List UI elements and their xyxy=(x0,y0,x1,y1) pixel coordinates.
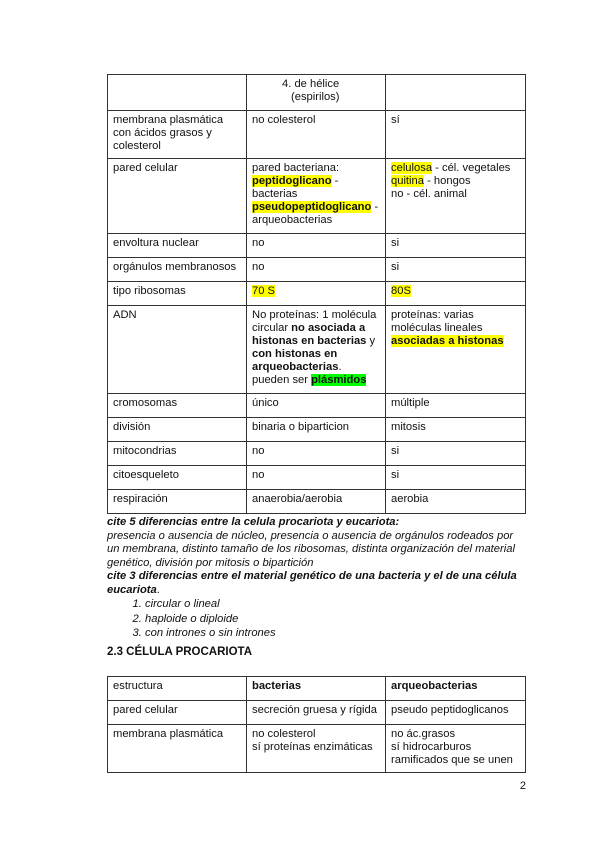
table-row xyxy=(108,725,526,773)
table-cell xyxy=(247,282,386,306)
cell-text: arqueobacterias xyxy=(252,214,333,226)
table-cell xyxy=(247,75,386,111)
highlight: peptidoglicano xyxy=(252,175,332,187)
list-item: 2. haploide o diploide xyxy=(145,612,527,627)
table-cell xyxy=(386,282,526,306)
table-cell: pared celular xyxy=(108,701,247,725)
questions-block xyxy=(107,516,527,641)
table-row xyxy=(108,282,526,306)
table-row xyxy=(108,490,526,514)
table-cell: anaerobia/aerobia xyxy=(247,490,386,514)
table-row xyxy=(108,442,526,466)
table-cell: si xyxy=(386,466,526,490)
table-cell: binaria o biparticion xyxy=(247,418,386,442)
table-cell: ADN xyxy=(108,306,247,394)
highlight: 80S xyxy=(391,285,411,297)
highlight: 70 S xyxy=(252,285,276,297)
page-number: 2 xyxy=(519,780,526,792)
cell-text: no - cél. animal xyxy=(391,188,467,200)
cell-text: No proteínas: 1 molécula circular xyxy=(252,309,377,334)
table-header-cell: estructura xyxy=(108,677,247,701)
cell-text: bacterias xyxy=(252,188,298,200)
table-header-cell xyxy=(247,677,386,701)
cell-text: no ác.grasos xyxy=(391,728,456,740)
table-cell: sí xyxy=(386,111,526,159)
cell-text: - cél. vegetales xyxy=(432,162,511,174)
table-cell: citoesqueleto xyxy=(108,466,247,490)
table-row xyxy=(108,466,526,490)
highlight: quitina xyxy=(391,175,424,187)
table-cell: no xyxy=(247,442,386,466)
list-text: 4. de hélice xyxy=(282,78,340,90)
question-heading-2 xyxy=(107,570,527,597)
table-cell: división xyxy=(108,418,247,442)
cell-text: y xyxy=(366,335,376,347)
table-cell: orgánulos membranosos xyxy=(108,258,247,282)
cell-text: pueden ser xyxy=(252,374,312,386)
table-cell: aerobia xyxy=(386,490,526,514)
table-cell: no colesterol xyxy=(247,111,386,159)
bold-text: bacterias xyxy=(252,680,302,692)
table-cell: cromosomas xyxy=(108,394,247,418)
list-text: (espirilos) xyxy=(291,91,340,103)
question-end: . xyxy=(156,583,160,596)
table-cell: pared celular xyxy=(108,159,247,234)
procariota-table xyxy=(107,676,526,773)
question-text: cite 3 diferencias entre el material genético de una bacteria y el de una célula eucariota xyxy=(107,570,517,596)
section-title: 2.3 CÉLULA PROCARIOTA xyxy=(107,646,253,658)
table-cell: membrana plasmática xyxy=(108,725,247,773)
table-header-row xyxy=(108,677,526,701)
list-item: 1. circular o lineal xyxy=(145,597,527,612)
table-cell: respiración xyxy=(108,490,247,514)
cell-text: no colesterol xyxy=(252,728,316,740)
table-row xyxy=(108,418,526,442)
table-header-cell xyxy=(386,677,526,701)
comparison-table xyxy=(107,74,526,514)
bold-text: no asociada a histonas en bacterias xyxy=(252,322,367,347)
table-cell: tipo ribosomas xyxy=(108,282,247,306)
table-row xyxy=(108,258,526,282)
table-cell xyxy=(247,159,386,234)
list-item: 3. con intrones o sin intrones xyxy=(145,626,527,641)
table-cell: no xyxy=(247,234,386,258)
table-cell xyxy=(247,306,386,394)
highlight: plásmidos xyxy=(311,374,367,386)
highlight: celulosa xyxy=(391,162,433,174)
bold-text: arqueobacterias xyxy=(391,680,478,692)
table-cell: no xyxy=(247,466,386,490)
table-cell: si xyxy=(386,258,526,282)
table-cell xyxy=(386,75,526,111)
table-cell: mitocondrias xyxy=(108,442,247,466)
table-row xyxy=(108,701,526,725)
cell-text: - hongos xyxy=(423,175,471,187)
answer-list xyxy=(107,597,527,641)
question-heading: cite 5 diferencias entre la celula procariota y eucariota: xyxy=(107,516,400,528)
highlight: asociadas a histonas xyxy=(391,335,504,347)
table-cell xyxy=(386,306,526,394)
highlight: pseudopeptidoglicano xyxy=(252,201,372,213)
cell-text: sí proteínas enzimáticas xyxy=(252,741,373,753)
table-cell: pseudo peptidoglicanos xyxy=(386,701,526,725)
table-cell: si xyxy=(386,234,526,258)
table-cell: si xyxy=(386,442,526,466)
table-cell xyxy=(108,75,247,111)
cell-text: proteínas: varias moléculas lineales xyxy=(391,309,483,334)
table-cell xyxy=(247,725,386,773)
cell-text: - xyxy=(371,201,379,213)
table-cell: múltiple xyxy=(386,394,526,418)
table-cell: único xyxy=(247,394,386,418)
table-cell: envoltura nuclear xyxy=(108,234,247,258)
table-row xyxy=(108,394,526,418)
cell-text: - xyxy=(331,175,339,187)
table-cell xyxy=(386,159,526,234)
cell-text: sí hidrocarburos ramificados que se unen xyxy=(391,741,513,766)
table-row xyxy=(108,234,526,258)
bold-text: con histonas en arqueobacterias xyxy=(252,348,339,373)
cell-text: pared bacteriana: xyxy=(252,162,340,174)
table-cell: mitosis xyxy=(386,418,526,442)
table-row xyxy=(108,306,526,394)
cell-text: . xyxy=(338,361,342,373)
answer-text: presencia o ausencia de núcleo, presencia o ausencia de orgánulos rodeados por un membrana, distinto tamaño de los ribosomas, distinta organización del material genético, división por mitosis o bipartición xyxy=(107,529,515,569)
table-cell: no xyxy=(247,258,386,282)
table-row xyxy=(108,75,526,111)
table-row xyxy=(108,159,526,234)
table-row xyxy=(108,111,526,159)
table-cell: membrana plasmática con ácidos grasos y colesterol xyxy=(108,111,247,159)
table-cell xyxy=(386,725,526,773)
table-cell: secreción gruesa y rígida xyxy=(247,701,386,725)
